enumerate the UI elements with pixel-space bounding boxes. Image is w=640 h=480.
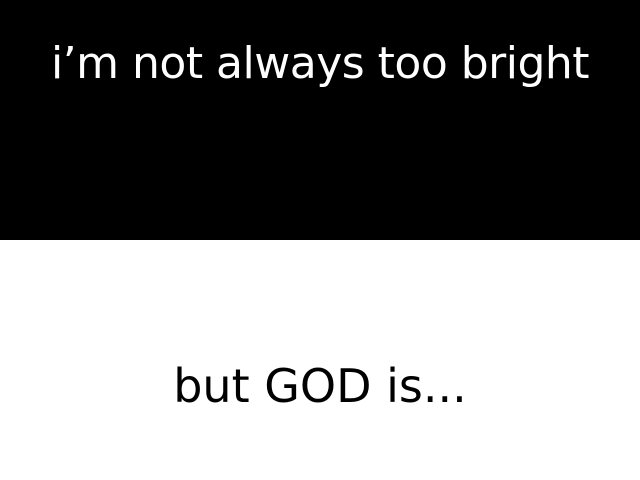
bottom-caption: but GOD is...	[173, 359, 467, 413]
top-caption: i’m not always too bright	[50, 38, 590, 89]
bottom-panel	[0, 240, 640, 480]
